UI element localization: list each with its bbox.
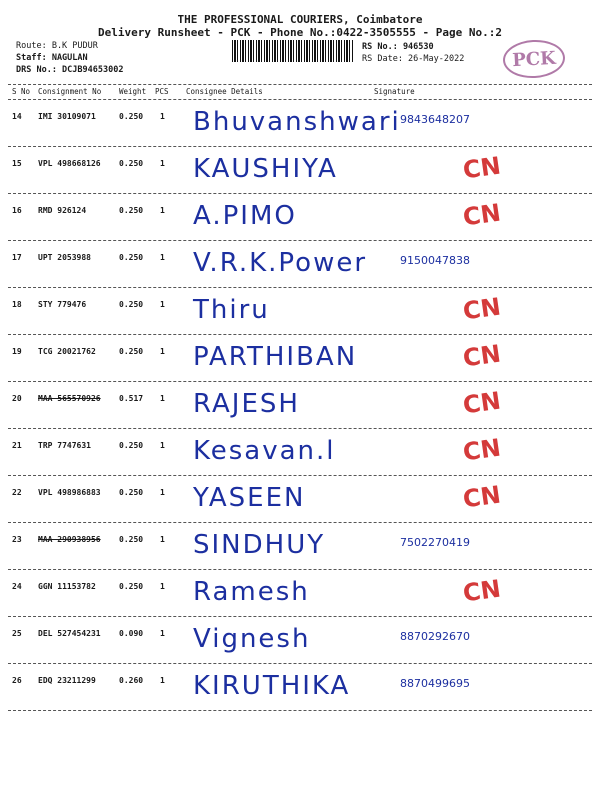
consignment-number: STY 779476 xyxy=(38,300,87,309)
pieces: 1 xyxy=(160,582,165,591)
cn-mark: CN xyxy=(461,574,503,608)
weight: 0.250 xyxy=(119,582,144,591)
col-weight: Weight xyxy=(119,87,147,96)
weight: 0.250 xyxy=(119,300,144,309)
table-row xyxy=(8,428,592,476)
consignee-handwriting: Ramesh xyxy=(193,577,310,607)
consignment-number: VPL 498668126 xyxy=(38,159,101,168)
table-row xyxy=(8,569,592,617)
weight: 0.250 xyxy=(119,535,144,544)
rs-number: RS No.: 946530 xyxy=(362,42,434,52)
weight: 0.250 xyxy=(119,253,144,262)
rs-date: RS Date: 26-May-2022 xyxy=(362,54,465,64)
serial-number: 18 xyxy=(12,300,22,309)
consignment-number: MAA 290938956 xyxy=(38,535,101,544)
weight: 0.250 xyxy=(119,112,144,121)
signature-handwriting: 9150047838 xyxy=(400,254,470,267)
pieces: 1 xyxy=(160,488,165,497)
cn-mark: CN xyxy=(461,480,503,514)
weight: 0.250 xyxy=(119,206,144,215)
consignee-handwriting: SINDHUY xyxy=(193,530,326,560)
table-row xyxy=(8,522,592,570)
table-row xyxy=(8,240,592,288)
table-row xyxy=(8,99,592,147)
cn-mark: CN xyxy=(461,292,503,326)
cn-mark: CN xyxy=(461,433,503,467)
col-consignee: Consignee Details xyxy=(186,87,263,96)
col-pcs: PCS xyxy=(155,87,169,96)
weight: 0.090 xyxy=(119,629,144,638)
pieces: 1 xyxy=(160,441,165,450)
pieces: 1 xyxy=(160,535,165,544)
consignee-handwriting: KAUSHIYA xyxy=(193,154,338,184)
cn-mark: CN xyxy=(461,198,503,232)
cn-mark: CN xyxy=(461,386,503,420)
consignee-handwriting: Vignesh xyxy=(193,624,311,654)
consignment-number: TCG 20021762 xyxy=(38,347,96,356)
col-sno: S No xyxy=(12,87,31,96)
table-row xyxy=(8,146,592,194)
consignee-handwriting: Bhuvanshwari xyxy=(193,107,401,137)
pieces: 1 xyxy=(160,253,165,262)
pieces: 1 xyxy=(160,159,165,168)
pieces: 1 xyxy=(160,394,165,403)
staff-label: Staff: NAGULAN xyxy=(16,53,88,63)
consignment-number: TRP 7747631 xyxy=(38,441,91,450)
route-label: Route: B.K PUDUR xyxy=(16,41,98,51)
serial-number: 17 xyxy=(12,253,22,262)
serial-number: 20 xyxy=(12,394,22,403)
table-row xyxy=(8,663,592,711)
pck-stamp: PCK xyxy=(502,38,566,79)
barcode xyxy=(232,40,354,62)
serial-number: 16 xyxy=(12,206,22,215)
pieces: 1 xyxy=(160,676,165,685)
consignee-handwriting: PARTHIBAN xyxy=(193,342,358,372)
pieces: 1 xyxy=(160,300,165,309)
consignment-number: IMI 30109071 xyxy=(38,112,96,121)
signature-handwriting: 7502270419 xyxy=(400,536,470,549)
table-row xyxy=(8,193,592,241)
consignee-handwriting: Kesavan.l xyxy=(193,436,336,466)
serial-number: 14 xyxy=(12,112,22,121)
pieces: 1 xyxy=(160,112,165,121)
table-header xyxy=(8,84,592,100)
serial-number: 19 xyxy=(12,347,22,356)
weight: 0.517 xyxy=(119,394,144,403)
consignee-handwriting: V.R.K.Power xyxy=(193,248,368,278)
consignee-handwriting: YASEEN xyxy=(193,483,306,513)
consignment-number: MAA 565570926 xyxy=(38,394,101,403)
consignee-handwriting: KIRUTHIKA xyxy=(193,671,351,701)
weight: 0.250 xyxy=(119,159,144,168)
serial-number: 21 xyxy=(12,441,22,450)
consignment-number: UPT 2053988 xyxy=(38,253,91,262)
weight: 0.250 xyxy=(119,441,144,450)
col-consignment: Consignment No xyxy=(38,87,102,96)
signature-handwriting: 8870499695 xyxy=(400,677,470,690)
pieces: 1 xyxy=(160,206,165,215)
document-subtitle: Delivery Runsheet - PCK - Phone No.:0422-3505555 - Page No.:2 xyxy=(98,26,502,39)
table-row xyxy=(8,334,592,382)
serial-number: 25 xyxy=(12,629,22,638)
serial-number: 26 xyxy=(12,676,22,685)
consignee-handwriting: Thiru xyxy=(193,295,270,325)
col-signature: Signature xyxy=(374,87,415,96)
consignment-number: VPL 498986883 xyxy=(38,488,101,497)
pieces: 1 xyxy=(160,629,165,638)
signature-handwriting: 8870292670 xyxy=(400,630,470,643)
signature-handwriting: 9843648207 xyxy=(400,113,470,126)
weight: 0.250 xyxy=(119,488,144,497)
serial-number: 15 xyxy=(12,159,22,168)
weight: 0.250 xyxy=(119,347,144,356)
weight: 0.260 xyxy=(119,676,144,685)
consignment-number: GGN 11153782 xyxy=(38,582,96,591)
table-row xyxy=(8,287,592,335)
consignee-handwriting: A.PIMO xyxy=(193,201,297,231)
consignment-number: RMD 926124 xyxy=(38,206,87,215)
consignment-number: DEL 527454231 xyxy=(38,629,101,638)
table-row xyxy=(8,381,592,429)
table-row xyxy=(8,616,592,664)
pieces: 1 xyxy=(160,347,165,356)
consignee-handwriting: RAJESH xyxy=(193,389,300,419)
consignment-number: EDQ 23211299 xyxy=(38,676,96,685)
drs-number: DRS No.: DCJB94653002 xyxy=(16,65,124,75)
table-row xyxy=(8,475,592,523)
serial-number: 24 xyxy=(12,582,22,591)
document-title: THE PROFESSIONAL COURIERS, Coimbatore xyxy=(177,13,423,26)
cn-mark: CN xyxy=(461,151,503,185)
serial-number: 23 xyxy=(12,535,22,544)
serial-number: 22 xyxy=(12,488,22,497)
cn-mark: CN xyxy=(461,339,503,373)
